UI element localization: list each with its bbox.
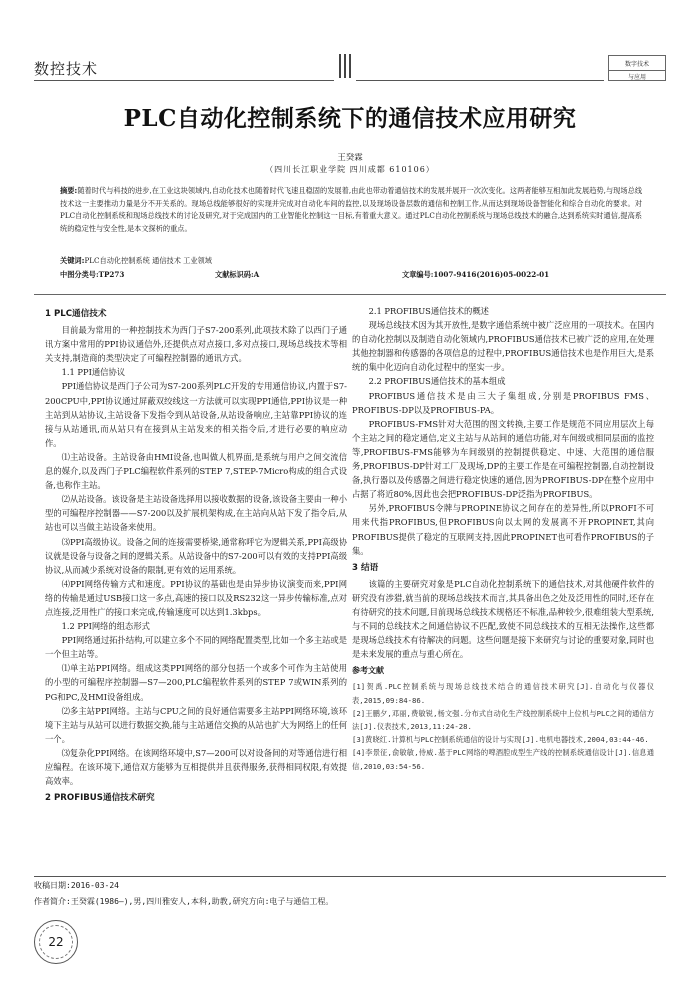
subsection-heading: 2.2 PROFIBUS通信技术的基本组成 — [368, 376, 506, 387]
journal-badge-top: 数字技术 — [624, 61, 649, 68]
reference-item: [2]王鹏夕,邓丽,费敏锐,杨文强.分布式自动化生产线控制系统中上位机与PLC之间的通信方法[J].仪表技术,2013,11:24-28. — [352, 708, 654, 732]
body-paragraph: 该篇的主要研究对象是PLC自动化控制系统下的通信技术,对其他硬件软件的研究没有涉猎,就当前的现场总线技术而言,其具备出色之处及泛用性的同时,还存在有待研究的技术问题,目前现场总线技术规格还不标准,品种较少,很难组装大型系统,与不同的总线技术之间通信协议不匹配,致使不同总线技术的互相无法操作,这些都是现场总线技术有待解决的问题。这些问题是接下来研究与讨论的重要对象,同时也是未来发展的重点与重心所在。 — [352, 578, 654, 660]
journal-badge-bottom: 与应用 — [609, 70, 665, 81]
author-affiliation: （四川长江职业学院 四川成都 610106） — [265, 165, 435, 174]
body-paragraph: ⑵从站设备。该设备是主站设备选择用以接收数据的设备,该设备主要由一种小型的可编程序控制器——S7-200以及扩展机架构成,在主站向从站下发了指令后,从站也可以当做主站设备来使用。 — [45, 494, 347, 533]
body-paragraph: PROFIBUS通信技术是由三大子集组成,分别是PROFIBUS FMS、PROFIBUS-DP以及PROFIBUS-PA。 — [352, 390, 654, 415]
journal-badge — [608, 55, 666, 81]
body-paragraph: 目前最为常用的一种控制技术为西门子S7-200系列,此项技术除了以西门子通讯方案中常用的PPI协议通信外,还提供点对点接口,多对点接口,现场总线技术等相关支持,制造商的类型决定了可编程控制器的通讯方式。 — [45, 325, 347, 364]
body-paragraph: ⑶复杂化PPI网络。在该网络环境中,S7—200可以对设备间的对等通信进行相应编程。在该环境下,通信双方能够为互相提供并且获得服务,获得相同权限,有效提高效率。 — [45, 747, 347, 787]
right-column — [352, 304, 654, 773]
abstract — [60, 185, 642, 235]
running-header — [34, 52, 666, 82]
page-number-badge — [34, 920, 78, 964]
received-date: 收稿日期:2016-03-24 — [34, 881, 119, 890]
author-bio: 作者简介:王癸霖(1986—),男,四川雅安人,本科,助教,研究方向:电子与通信工程。 — [34, 897, 334, 906]
classification-line — [60, 270, 642, 282]
document-code: 文献标识码:A — [215, 270, 260, 279]
body-paragraph: PPI网络通过拓扑结构,可以建立多个不同的网络配置类型,比如一个多主站或是一个但主站等。 — [45, 635, 347, 660]
abstract-text: 随着时代与科技的进步,在工业这块领域内,自动化技术也随着时代飞速且稳固的发展着,由此也带动着通信技术的发展并展开一次次变化。这两者能够互相加此发展趋势,与现场总线技术这一主要推动力量是分不开关系的。现场总线能够很好的实现并完成对自动化车间的监控,以及现场设备层数的通信和控制工作,从而达到现场设备智能化和综合自动化的要求。对PLC自动化控制系统和现场总线技术的讨论及研究,对于完成国内的工业智能化控制这一目标,有着重大意义。通过PLC自动化控制系统与现场总线技术的融合,达到系统实时通信,提高系统的稳定性与安全性,是本文探析的重点。 — [60, 186, 643, 233]
left-column — [45, 304, 347, 807]
keywords-label: 关键词: — [60, 256, 85, 265]
body-paragraph: PROFIBUS-FMS针对大范围的图文转换,主要工作是规范不同应用层次上每个主站之间的稳定通信,定义主站与从站间的通信功能,对车间级或相同层面的监控等,PROFIBUS-FMS能够为车间级别的控制提供稳定、中速、大范围的通信服务,PROFIBUS-DP针对工厂及现场,DP的主要工作是在可编程控制器,自动控制设备,执行器以及传感器之间进行稳定快速的通信,因为PROFIBUS-DP在整个应用中占据了将近80%,因此也会把PROFIBUS-DP泛指为PROFIBUS。 — [352, 418, 654, 500]
body-paragraph: ⑶PPI高级协议。设备之间的连接需要桥梁,通常称呼它为逻辑关系,PPI高级协议就是设备与设备之间的逻辑关系。从站设备中的S7-200可以有效的支持PPI高级协议,从而减少系统对设备的限制,更有效的运用系统。 — [45, 536, 347, 575]
header-rule-left — [34, 80, 334, 81]
abstract-divider — [34, 294, 666, 295]
keywords — [60, 256, 642, 266]
body-paragraph: 现场总线技术因为其开放性,是数字通信系统中被广泛应用的一项技术。在国内的自动化控制以及制造自动化领域内,PROFIBUS通信技术已被广泛的应用,在处理其他控制器和传感器的各项信息的过程中,PROFIBUS通信技术也是作用巨大,是系统的集中化迈向自动化过程中的坚实一步。 — [352, 320, 654, 373]
reference-item: [4]李景征,俞敏敏,侍威.基于PLC网络的啤酒腔成型生产线的控制系统通信设计[J].信息通信,2010,03:54-56. — [352, 748, 654, 771]
subsection-heading: 2.1 PROFIBUS通信技术的概述 — [368, 306, 489, 316]
section-heading: 3 结语 — [352, 562, 379, 573]
article-number: 文章编号:1007-9416(2016)05-0022-01 — [402, 270, 550, 279]
body-paragraph: ⑴单主站PPI网络。组成这类PPI网络的部分包括一个或多个可作为主站使用的小型的可编程序控制器—S7—200,PLC编程软件系列的STEP 7或WIN系列的PG和PC,及HMI设备组成。 — [45, 663, 347, 702]
article-title: PLC自动化控制系统下的通信技术应用研究 — [123, 105, 577, 132]
page-number: 22 — [48, 935, 64, 949]
body-paragraph: 另外,PROFIBUS令牌与PROPINE协议之间存在的差异性,所以PROFI不可用来代指PROFIBUS,但PROFIBUS向以太网的发展离不开PROPINET,其向PROFIBUS提供了稳定的互联网支持,因此PROPINET也可看作PROFIBUS的子集。 — [352, 503, 654, 556]
body-paragraph: ⑷PPI网络传输方式和速度。PPI协议的基础也是由异步协议演变而来,PPI网络的传输是通过USB接口这一多点,高速的接口以及RS232这一异步传输标准,点对点连接,泛用性广的接口来完成,传输速度可以达到1.3kbps。 — [45, 578, 347, 617]
subsection-heading: 1.1 PPI通信协议 — [61, 367, 126, 378]
header-bars-icon — [339, 54, 351, 78]
right-column-body — [352, 304, 654, 661]
body-paragraph: ⑴主站设备。主站设备由HMI设备,也叫做人机界面,是系统与用户之间交流信息的媒介,以及西门子PLC编程软件系列的STEP 7,STEP-7Micro构成的组合式设备,也称作主站。 — [45, 451, 347, 491]
author-name: 王癸霖 — [337, 153, 363, 163]
section-heading: 1 PLC通信技术 — [45, 309, 107, 319]
reference-item: [3]黄晓红.计算机与PLC控制系统通信的设计与实现[J].电机电器技术,2004,03:44-46. — [352, 735, 649, 745]
clc-number: 中图分类号:TP273 — [60, 270, 125, 279]
subsection-heading: 1.2 PPI网络的组态形式 — [61, 621, 150, 632]
body-paragraph: ⑵多主站PPI网络。主站与CPU之间的良好通信需要多主站PPI网络环境,该环境下主站与从站可以进行数据交换,能与主站通信交换的从站也扩大为网络上的任何一个。 — [45, 705, 347, 744]
keywords-text: PLC自动化控制系统 通信技术 工业领域 — [84, 256, 212, 265]
abstract-label: 摘要: — [60, 186, 78, 195]
body-paragraph: PPI通信协议是西门子公司为S7-200系列PLC开发的专用通信协议,内置于S7-200CPU中,PPI协议通过屏蔽双绞线这一方法就可以实现PPI通信,PPI协议是一种主站到从站协议,主站设备下发指令到从站设备,从站设备响应,主站靠PPI协议的连接与从站通讯,而从站只有在接到从主站发来的相关指令后,才进行必要的响应动作。 — [45, 381, 347, 448]
references-list — [352, 680, 654, 772]
section-label: 数控技术 — [34, 60, 99, 78]
section-heading: 2 PROFIBUS通信技术研究 — [45, 793, 155, 804]
footer-divider — [34, 876, 666, 877]
references-title: 参考文献 — [352, 666, 384, 676]
reference-item: [1]贺禹.PLC控制系统与现场总线技术结合的通信技术研究[J].自动化与仪器仪表,2015,09:84-86. — [352, 682, 654, 705]
header-rule-right — [356, 80, 604, 81]
